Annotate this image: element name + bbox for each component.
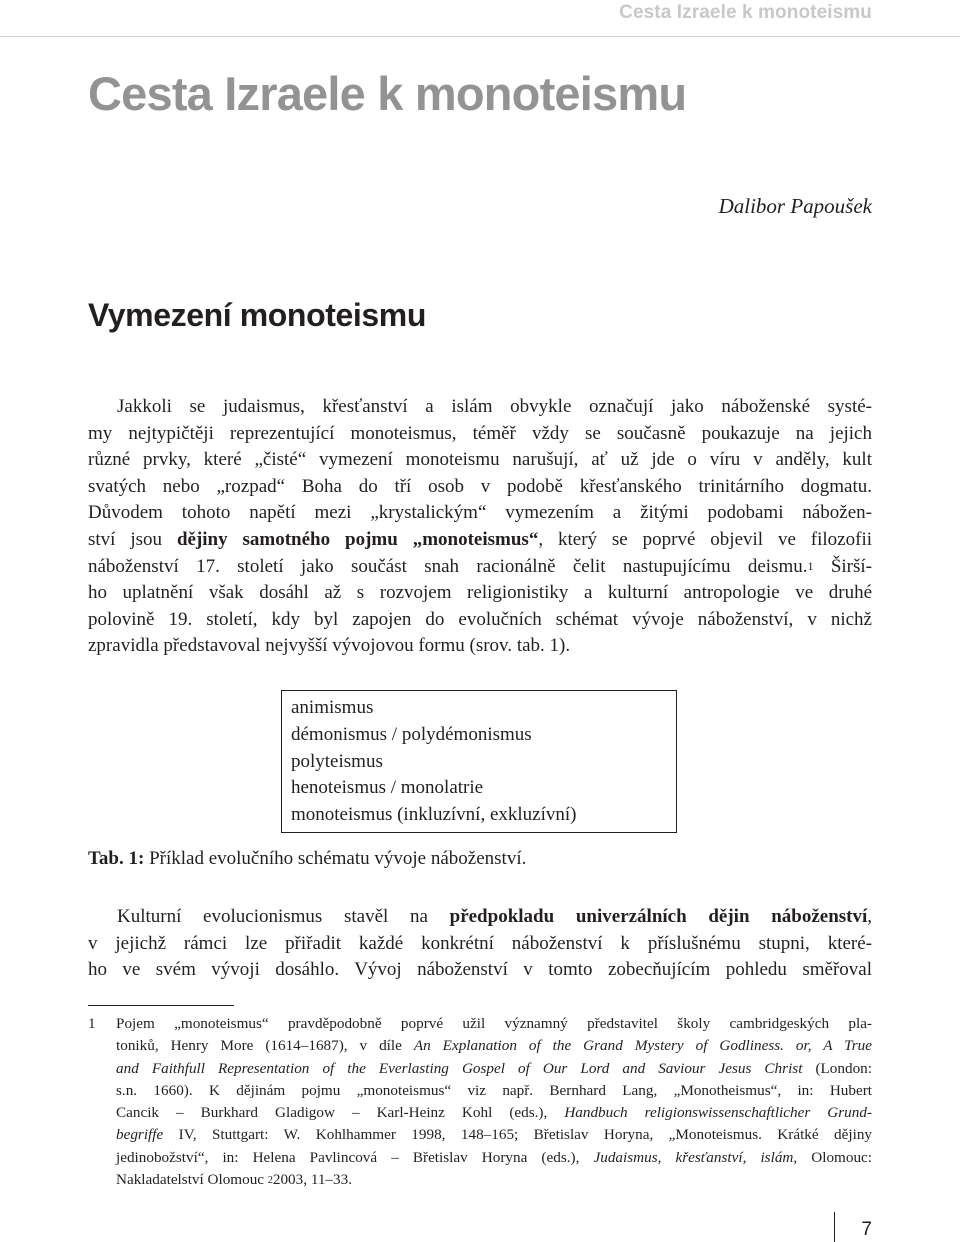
table-row: animismus	[291, 697, 374, 718]
caption-label: Tab. 1:	[88, 848, 145, 869]
text-run: ,	[867, 906, 873, 927]
table-row: monoteismus (inkluzívní, exkluzívní)	[291, 804, 577, 826]
table-row: démonismus / polydémonismus	[291, 723, 532, 745]
text-line: ho uplatnění však dosáhl až s rozvojem religionistiky a kulturní antropologie ve druhé	[88, 582, 872, 604]
book-title: Handbuch religionswissenschaftlicher Grund-	[564, 1104, 872, 1122]
header-rule	[0, 36, 960, 37]
footnote-line: s.n. 1660). K dějinám pojmu „monoteismus“ viz např. Bernhard Lang, „Monotheismus“, in: Hubert	[116, 1081, 872, 1099]
text-line: Důvodem tohoto napětí mezi „krystalickým“ vymezením a žitými podobami nábožen-	[88, 502, 872, 524]
text-run: toniků, Henry More (1614–1687), v díle	[116, 1037, 402, 1055]
text-run: Cancik – Burkhard Gladigow – Karl-Heinz Kohl (eds.),	[116, 1104, 548, 1122]
text-run: IV, Stuttgart: W. Kohlhammer 1998, 148–165; Břetislav Horyna, „Monoteismus. Krátké dějiny	[178, 1126, 873, 1144]
footnote-number: 1	[88, 1015, 96, 1032]
footnote-ref[interactable]: 1	[807, 558, 814, 573]
text-line	[88, 904, 872, 931]
text-line: různé prvky, které „čisté“ vymezení monoteismu narušují, ať už jde o víru v anděly, kult	[88, 449, 872, 471]
author-name: Dalibor Papoušek	[718, 194, 872, 218]
text-run: (London:	[815, 1059, 872, 1077]
text-run: , který se poprvé objevil ve filozofii	[538, 528, 872, 550]
text-line	[88, 527, 872, 554]
text-run: Kulturní evolucionismus stavěl na	[117, 906, 428, 927]
footnote-line	[116, 1102, 872, 1124]
book-title: and Faithfull Representation of the Everlasting Gospel of Our Lord and Saviour Jesus Christ	[116, 1059, 803, 1077]
text-line: ho ve svém vývoji dosáhlo. Vývoj náboženství v tomto zobecňujícím pohledu směřoval	[88, 959, 872, 981]
footnote-rule	[88, 1005, 234, 1006]
footnote-line	[116, 1147, 872, 1169]
text-run: 2003, 11–33.	[272, 1171, 353, 1189]
page-number-rule	[834, 1212, 835, 1242]
table-row: henoteismus / monolatrie	[291, 777, 484, 799]
text-line: svatých nebo „rozpad“ Boha do tří osob v podobě křesťanského trinitárního dogmatu.	[88, 475, 872, 497]
text-line: v jejichž rámci lze přiřadit každé konkrétní náboženství k příslušnému stupni, které-	[88, 932, 872, 954]
text-line: polovině 19. století, kdy byl zapojen do evolučních schémat vývoje náboženství, v nichž	[88, 608, 872, 630]
footnote-line: Pojem „monoteismus“ pravděpodobně poprvé užil významný představitel školy cambridgeských pla-	[116, 1015, 872, 1032]
section-title: Vymezení monoteismu	[88, 297, 426, 333]
text-line: Jakkoli se judaismus, křesťanství a islám obvykle označují jako náboženské systé-	[117, 396, 872, 417]
paragraph-intro	[88, 394, 872, 660]
footnote-line	[116, 1124, 872, 1146]
footnote-line	[116, 1169, 872, 1191]
superscript: 2	[267, 1175, 273, 1187]
text-run: Nakladatelství Olomouc	[116, 1171, 265, 1189]
text-run: náboženství 17. století jako součást snah racionálně čelit nastupujícímu deismu.	[88, 555, 808, 577]
footnote	[88, 1013, 872, 1191]
table-caption	[88, 848, 526, 870]
footnote-line	[116, 1035, 872, 1057]
book-title: An Explanation of the Grand Mystery of Godliness. or, A True	[413, 1037, 873, 1055]
bold-emphasis: předpokladu univerzálních dějin náboženství	[449, 906, 868, 927]
evolution-table	[281, 690, 677, 833]
footnote-body	[116, 1013, 872, 1191]
caption-text: Příklad evolučního schématu vývoje náboženství.	[144, 848, 527, 869]
bold-emphasis: dějiny samotného pojmu „monoteismus“	[176, 528, 539, 550]
book-title: begriffe	[116, 1126, 164, 1144]
table-row: polyteismus	[291, 750, 383, 772]
text-run: , Olomouc:	[793, 1148, 873, 1166]
paragraph-evolutionism	[88, 904, 872, 984]
text-line: my nejtypičtěji reprezentující monoteismus, téměř vždy se současně poukazuje na jejich	[88, 422, 872, 444]
text-run: Širší-	[830, 555, 872, 577]
chapter-title: Cesta Izraele k monoteismu	[88, 67, 687, 120]
text-line: zpravidla představoval nejvyšší vývojovou formu (srov. tab. 1).	[88, 635, 571, 657]
text-run: ství jsou	[88, 528, 163, 550]
running-header: Cesta Izraele k monoteismu	[619, 2, 872, 23]
page-number: 7	[861, 1219, 872, 1240]
footnote-line	[116, 1058, 872, 1080]
book-title: Judaismus, křesťanství, islám	[593, 1148, 794, 1166]
text-run: jedinobožství“, in: Helena Pavlincová – Břetislav Horyna (eds.),	[116, 1148, 580, 1166]
text-line	[88, 554, 872, 581]
